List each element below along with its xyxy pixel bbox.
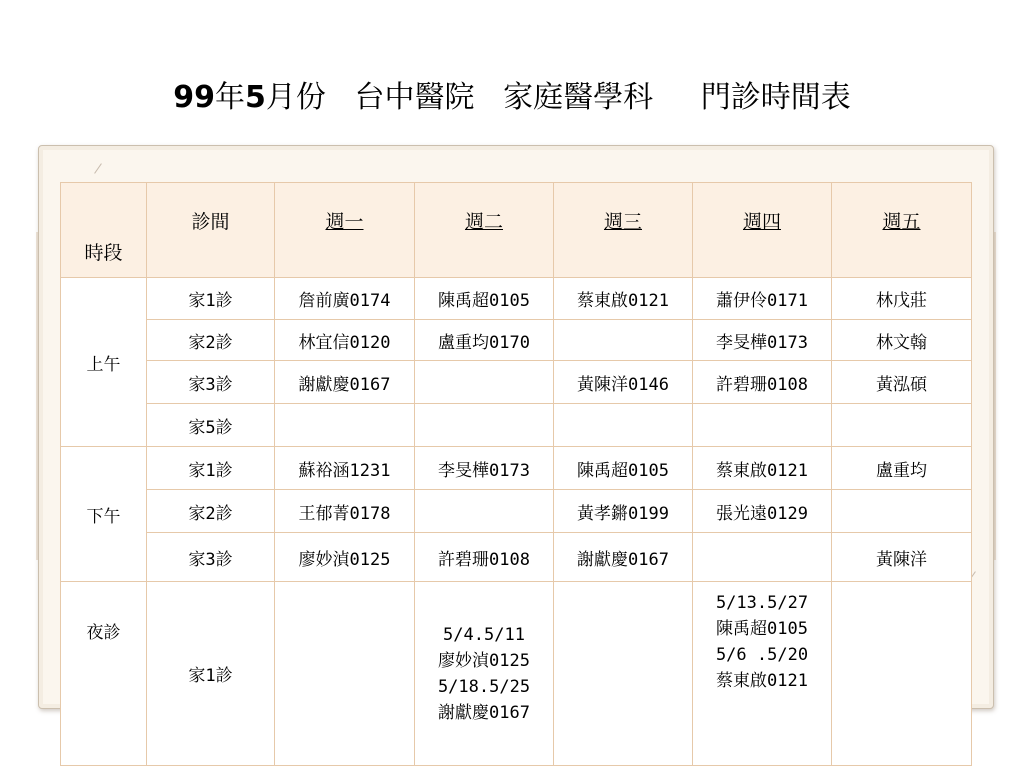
schedule-cell xyxy=(415,582,554,766)
schedule-line: 5/6 .5/20 xyxy=(715,645,809,665)
table-row xyxy=(61,533,972,582)
room-cell: 家3診 xyxy=(147,533,275,582)
schedule-line: 5/4.5/11 xyxy=(443,624,525,645)
header-period: 時段 xyxy=(61,183,147,278)
schedule-cell: 王郁菁0178 xyxy=(275,490,415,533)
schedule-cell xyxy=(415,404,554,447)
schedule-line: 廖妙湞0125 xyxy=(438,650,530,671)
schedule-cell: 陳禹超0105 xyxy=(554,447,693,490)
header-monday: 週一 xyxy=(275,183,415,278)
schedule-cell xyxy=(275,582,415,766)
schedule-cell: 李旻樺0173 xyxy=(415,447,554,490)
header-room: 診間 xyxy=(147,183,275,278)
schedule-cell xyxy=(832,404,972,447)
schedule-cell: 廖妙湞0125 xyxy=(275,533,415,582)
table-row xyxy=(61,278,972,320)
room-cell: 家1診 xyxy=(147,447,275,490)
header-tuesday: 週二 xyxy=(415,183,554,278)
schedule-cell: 黃泓碩 xyxy=(832,361,972,404)
room-cell: 家2診 xyxy=(147,490,275,533)
schedule-cell: 張光遠0129 xyxy=(693,490,832,533)
clinic-schedule-table xyxy=(60,182,972,766)
schedule-cell: 蕭伊伶0171 xyxy=(693,278,832,320)
schedule-cell: 蔡東啟0121 xyxy=(554,278,693,320)
schedule-cell: 黃孝鏘0199 xyxy=(554,490,693,533)
period-morning: 上午 xyxy=(61,278,147,447)
schedule-cell: 許碧珊0108 xyxy=(693,361,832,404)
schedule-cell: 盧重均 xyxy=(832,447,972,490)
schedule-cell xyxy=(275,404,415,447)
schedule-line: 謝獻慶0167 xyxy=(438,702,530,723)
schedule-cell xyxy=(554,320,693,361)
header-row xyxy=(61,183,972,278)
schedule-cell xyxy=(832,582,972,766)
room-cell: 家2診 xyxy=(147,320,275,361)
header-thursday: 週四 xyxy=(693,183,832,278)
room-cell: 家1診 xyxy=(147,582,275,766)
period-afternoon: 下午 xyxy=(61,447,147,582)
schedule-cell: 林宜信0120 xyxy=(275,320,415,361)
schedule-line: 5/18.5/25 xyxy=(437,676,531,697)
table-row xyxy=(61,404,972,447)
schedule-cell xyxy=(415,361,554,404)
schedule-cell: 林戊莊 xyxy=(832,278,972,320)
table-row xyxy=(61,320,972,361)
schedule-cell: 許碧珊0108 xyxy=(415,533,554,582)
schedule-cell: 陳禹超0105 xyxy=(415,278,554,320)
schedule-cell: 林文翰 xyxy=(832,320,972,361)
schedule-cell: 謝獻慶0167 xyxy=(554,533,693,582)
schedule-line: 5/13.5/27 xyxy=(715,593,809,613)
schedule-cell: 黃陳洋 xyxy=(832,533,972,582)
schedule-cell xyxy=(554,582,693,766)
schedule-cell: 詹前廣0174 xyxy=(275,278,415,320)
table-row xyxy=(61,447,972,490)
schedule-cell xyxy=(693,533,832,582)
page-title: 99年5月份 台中醫院 家庭醫學科 門診時間表 xyxy=(173,80,851,115)
header-wednesday: 週三 xyxy=(554,183,693,278)
schedule-cell xyxy=(554,404,693,447)
header-friday: 週五 xyxy=(832,183,972,278)
room-cell: 家5診 xyxy=(147,404,275,447)
schedule-cell: 黃陳洋0146 xyxy=(554,361,693,404)
table-row xyxy=(61,361,972,404)
room-cell: 家1診 xyxy=(147,278,275,320)
schedule-line: 陳禹超0105 xyxy=(716,619,808,639)
schedule-cell xyxy=(693,404,832,447)
schedule-cell: 蘇裕涵1231 xyxy=(275,447,415,490)
schedule-cell: 李旻樺0173 xyxy=(693,320,832,361)
schedule-cell: 蔡東啟0121 xyxy=(693,447,832,490)
schedule-cell: 盧重均0170 xyxy=(415,320,554,361)
schedule-cell: 謝獻慶0167 xyxy=(275,361,415,404)
schedule-line: 蔡東啟0121 xyxy=(716,671,808,691)
schedule-cell xyxy=(693,582,832,766)
schedule-cell xyxy=(415,490,554,533)
table-row xyxy=(61,582,972,766)
schedule-cell xyxy=(832,490,972,533)
table-row xyxy=(61,490,972,533)
room-cell: 家3診 xyxy=(147,361,275,404)
period-night: 夜診 xyxy=(61,582,147,766)
